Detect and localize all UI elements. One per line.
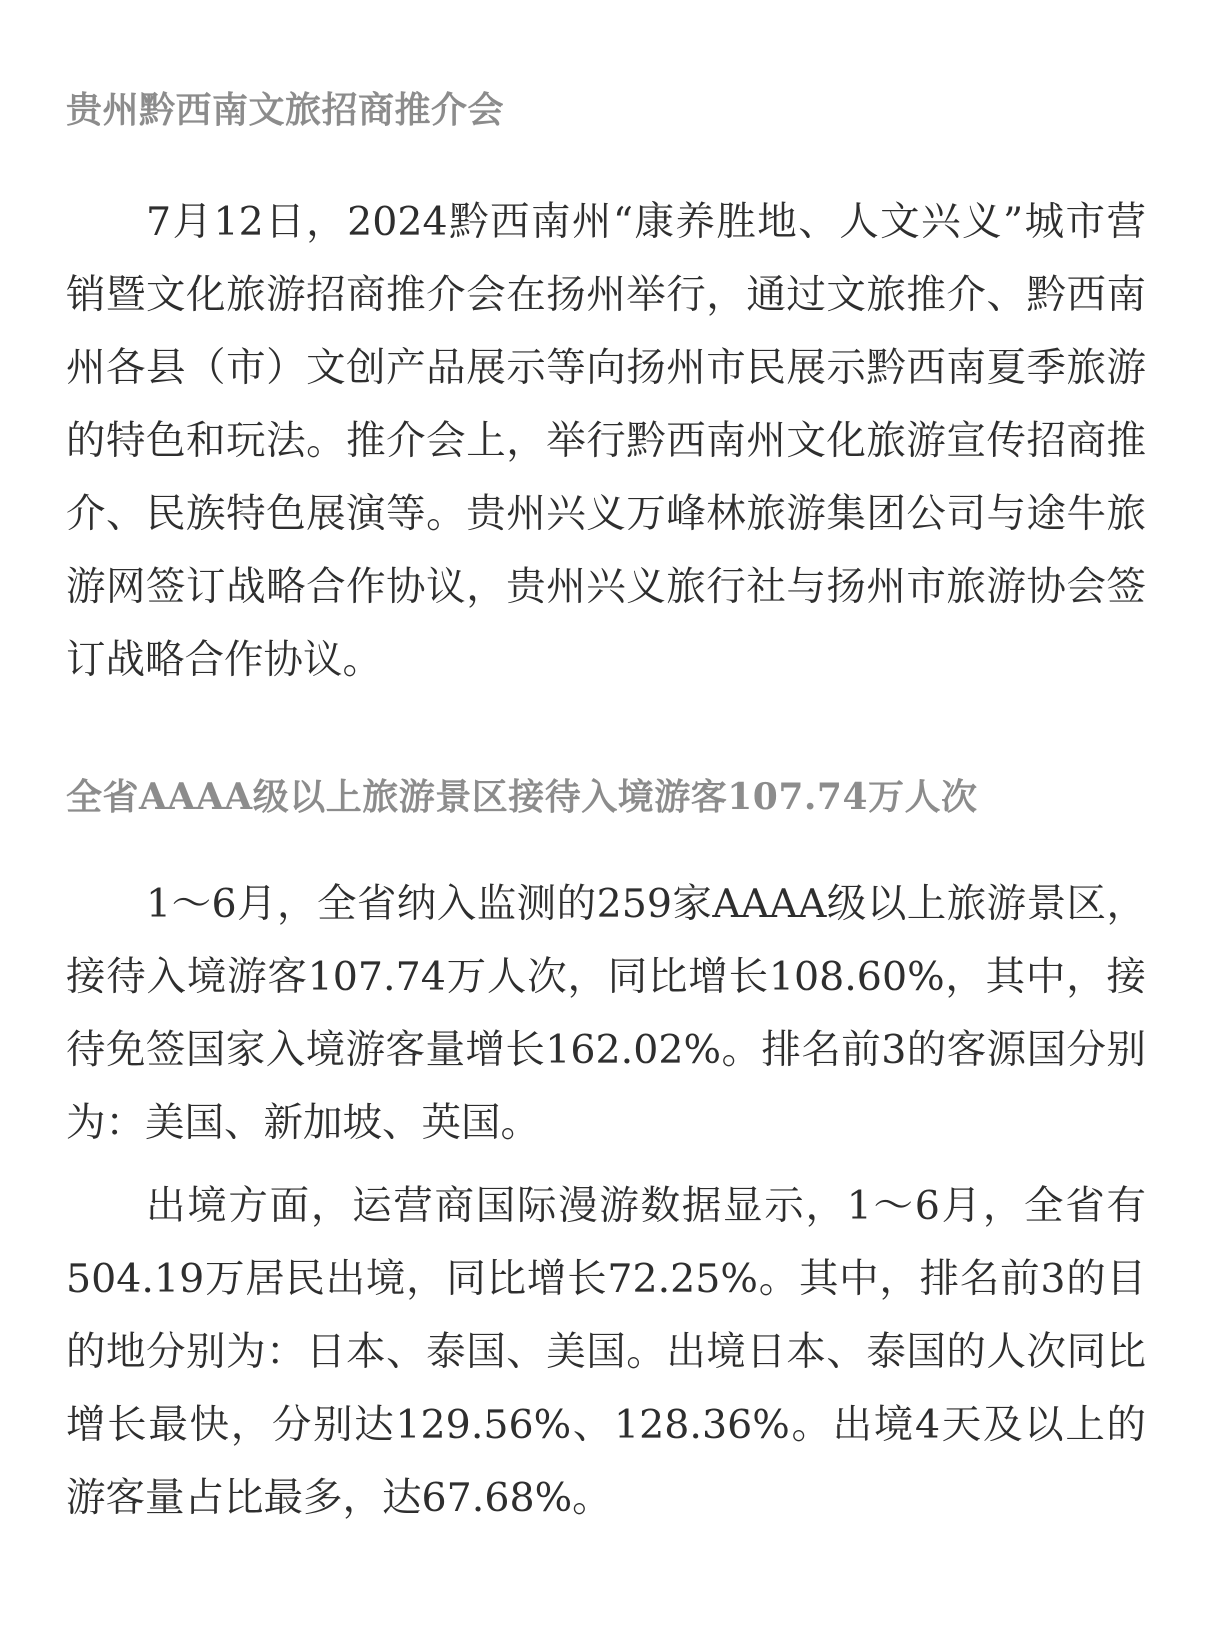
section-body <box>66 868 1146 1535</box>
article-section-investment-promotion <box>66 86 1146 697</box>
paragraph: 1～6月，全省纳入监测的259家AAAA级以上旅游景区，接待入境游客107.74万人次，同比增长108.60%，其中，接待免签国家入境游客量增长162.02%。排名前3的客源国分别为：美国、新加坡、英国。 <box>66 881 1146 1146</box>
section-title: 全省AAAA级以上旅游景区接待入境游客107.74万人次 <box>66 776 978 818</box>
section-body <box>66 186 1146 697</box>
section-title: 贵州黔西南文旅招商推介会 <box>66 89 505 131</box>
paragraph: 7月12日，2024黔西南州“康养胜地、人文兴义”城市营销暨文化旅游招商推介会在扬州举行，通过文旅推介、黔西南州各县（市）文创产品展示等向扬州市民展示黔西南夏季旅游的特色和玩法。推介会上，举行黔西南州文化旅游宣传招商推介、民族特色展演等。贵州兴义万峰林旅游集团公司与途牛旅游网签订战略合作协议，贵州兴义旅行社与扬州市旅游协会签订战略合作协议。 <box>66 199 1146 683</box>
paragraph: 出境方面，运营商国际漫游数据显示，1～6月，全省有504.19万居民出境，同比增长72.25%。其中，排名前3的目的地分别为：日本、泰国、美国。出境日本、泰国的人次同比增长最快，分别达129.56%、128.36%。出境4天及以上的游客量占比最多，达67.68%。 <box>66 1183 1146 1521</box>
article-section-inbound-tourists <box>66 773 1146 1535</box>
